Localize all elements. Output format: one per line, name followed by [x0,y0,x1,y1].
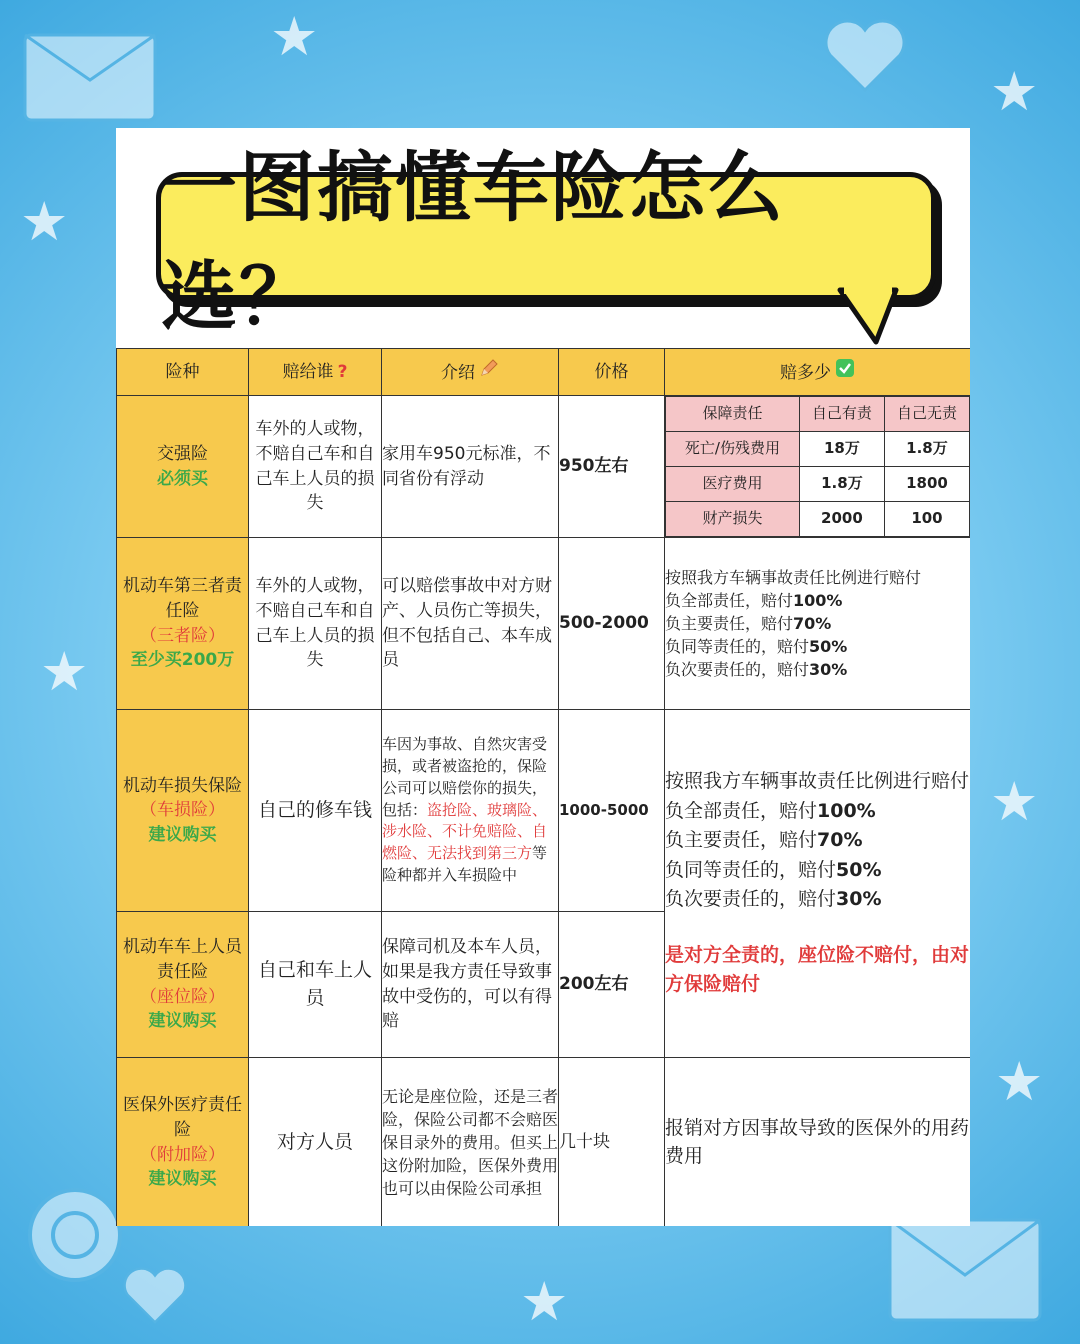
star-icon: ★ [990,60,1039,123]
sub-value: 100 [884,502,969,537]
insurance-alias: （座位险） [140,986,225,1007]
question-mark-icon: ? [337,361,348,382]
ring-decoration [20,1180,130,1290]
star-icon: ★ [990,770,1039,833]
speech-bubble-tail [836,280,916,350]
header-price: 价格 [559,349,665,396]
kind-cell [117,912,249,1058]
advice-label: 必须买 [157,468,208,489]
intro-cell: 家用车950元标准，不同省份有浮动 [382,396,559,538]
who-cell: 车外的人或物，不赔自己车和自己车上人员的损失 [249,538,382,710]
price-cell: 500-2000 [559,538,665,710]
header-kind: 险种 [117,349,249,396]
pay-cell-merged [665,710,971,1058]
insurance-name: 机动车车上人员责任险 [123,937,242,982]
kind-cell [117,710,249,912]
who-cell: 对方人员 [249,1058,382,1227]
pay-line: 负主要责任，赔付70% [665,613,832,633]
pay-line: 按照我方车辆事故责任比例进行赔付 [665,567,922,587]
pay-line: 负主要责任，赔付70% [665,829,863,852]
sub-header: 自己无责 [884,397,969,432]
insurance-name: 机动车第三者责任险 [123,576,242,621]
sub-header: 保障责任 [666,397,800,432]
pay-note: 是对方全责的，座位险不赔付，由对方保险赔付 [665,943,970,996]
pay-line: 负同等责任的，赔付50% [665,858,882,881]
kind-cell [117,538,249,710]
header-who: 赔给谁 ? [249,349,382,396]
price-cell: 1000-5000 [559,710,665,912]
intro-cell: 保障司机及本车人员，如果是我方责任导致事故中受伤的，可以有得赔 [382,912,559,1058]
who-cell: 自己的修车钱 [249,710,382,912]
price-cell: 950左右 [559,396,665,538]
price-cell: 200左右 [559,912,665,1058]
intro-cell: 无论是座位险，还是三者险，保险公司都不会赔医保目录外的费用。但买上这份附加险，医保外费用也可以由保险公司承担 [382,1058,559,1227]
page-title: 一图搞懂车险怎么选？ [161,143,785,341]
price-cell: 几十块 [559,1058,665,1227]
advice-label: 至少买200万 [130,650,235,671]
pay-line: 负同等责任的，赔付50% [665,637,848,657]
sub-value: 1.8万 [799,467,884,502]
table-row [117,396,971,538]
header-pay: 赔多少 [665,349,971,396]
insurance-alias: （附加险） [140,1144,225,1165]
heart-decoration [820,10,910,100]
pay-line: 负次要责任的，赔付30% [665,888,882,911]
heart-decoration [120,1260,190,1330]
sub-value: 1800 [884,467,969,502]
title-banner [156,143,936,341]
kind-cell [117,396,249,538]
intro-cell: 车因为事故、自然灾害受损，或者被盗抢的，保险公司可以赔偿你的损失，包括：盗抢险、玻璃险、涉水险、不计免赔险、自燃险、无法找到第三方等险种都并入车损险中 [382,710,559,912]
insurance-name: 机动车损失保险 [123,775,242,796]
header-intro: 介绍 [382,349,559,396]
who-cell: 车外的人或物，不赔自己车和自己车上人员的损失 [249,396,382,538]
insurance-alias: （车损险） [140,800,225,821]
sub-row-label: 死亡/伤残费用 [666,432,800,467]
star-icon: ★ [995,1050,1044,1113]
star-icon: ★ [520,1270,569,1333]
infographic-card [116,128,970,1226]
star-icon: ★ [40,640,89,703]
sub-row-label: 医疗费用 [666,467,800,502]
table-row [117,710,971,912]
pay-cell [665,538,971,710]
insurance-table [116,348,970,1226]
pay-line: 负次要责任的，赔付30% [665,660,848,680]
table-row [117,538,971,710]
sub-row-label: 财产损失 [666,502,800,537]
pay-cell [665,396,971,538]
advice-label: 建议购买 [148,1011,217,1032]
header-row [117,349,971,396]
pay-line: 按照我方车辆事故责任比例进行赔付 [665,770,970,793]
sub-value: 18万 [799,432,884,467]
intro-cell: 可以赔偿事故中对方财产、人员伤亡等损失，但不包括自己、本车成员 [382,538,559,710]
speech-bubble [156,143,936,341]
insurance-alias: （三者险） [140,625,225,646]
liability-subtable [665,396,970,537]
pay-line: 负全部责任，赔付100% [665,799,876,822]
envelope-decoration [20,20,170,130]
kind-cell [117,1058,249,1227]
star-icon: ★ [270,5,319,68]
pay-line: 负全部责任，赔付100% [665,590,843,610]
sub-value: 1.8万 [884,432,969,467]
insurance-name: 交强险 [157,443,208,464]
pencil-icon [479,358,499,386]
table-row [117,1058,971,1227]
check-icon [835,358,855,386]
sub-value: 2000 [799,502,884,537]
insurance-name: 医保外医疗责任险 [123,1095,242,1140]
pay-cell: 报销对方因事故导致的医保外的用药费用 [665,1058,971,1227]
advice-label: 建议购买 [148,824,217,845]
advice-label: 建议购买 [148,1169,217,1190]
who-cell: 自己和车上人员 [249,912,382,1058]
star-icon: ★ [20,190,69,253]
sub-header: 自己有责 [799,397,884,432]
